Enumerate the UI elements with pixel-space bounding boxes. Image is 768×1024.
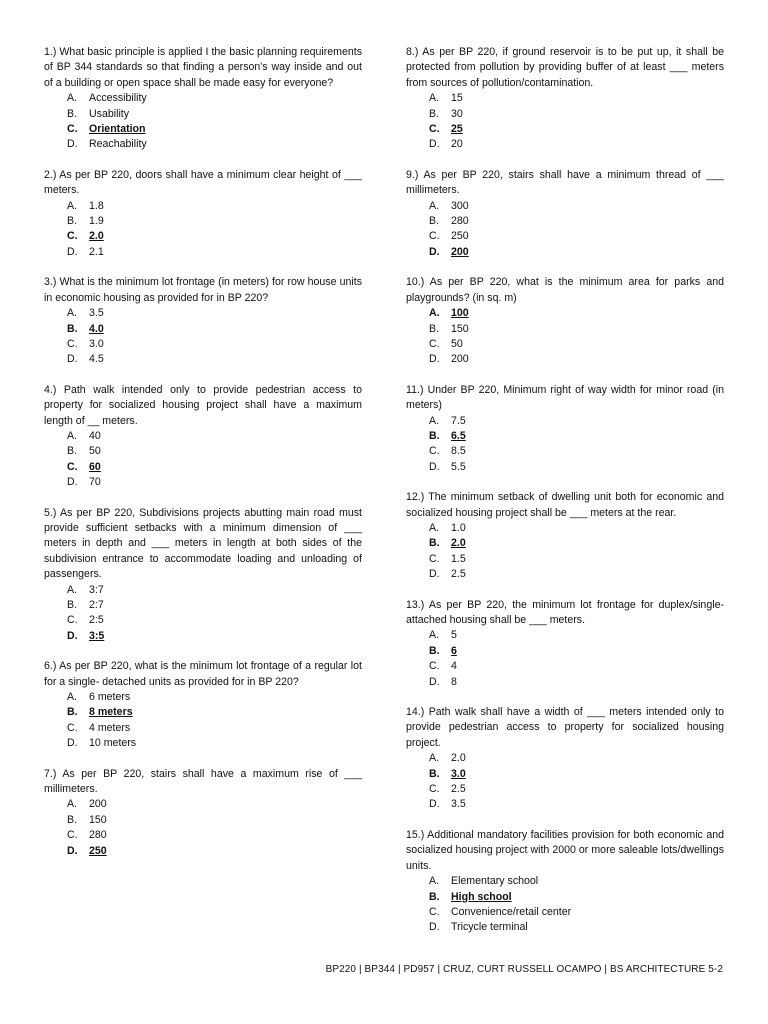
option-text: 150 [89, 813, 107, 826]
option-letter: B. [429, 215, 440, 228]
answer-option [429, 199, 724, 214]
answer-option [67, 598, 362, 613]
option-text: 250 [89, 844, 107, 857]
question-8 [406, 45, 724, 153]
answer-option [67, 337, 362, 352]
answer-options [406, 874, 724, 936]
question-6 [44, 659, 362, 751]
answer-options [406, 628, 724, 690]
answer-option [67, 137, 362, 152]
option-text: 200 [451, 245, 469, 258]
answer-options [44, 306, 362, 368]
option-text: 70 [89, 476, 101, 489]
answer-option [429, 460, 724, 475]
option-text: 8 [451, 675, 457, 688]
option-text: 7.5 [451, 414, 466, 427]
option-text: Accessibility [89, 92, 147, 105]
answer-option [429, 414, 724, 429]
correct-answer-option [429, 890, 724, 905]
option-letter: B. [67, 322, 78, 335]
option-text: 3.5 [89, 307, 104, 320]
answer-option [429, 874, 724, 889]
question-stem: 12.) The minimum setback of dwelling unit both for economic and socialized housing project shall be ___ meters at the rear. [406, 491, 724, 519]
answer-options [44, 583, 362, 645]
answer-option [429, 337, 724, 352]
correct-answer-option [67, 705, 362, 720]
option-text: 60 [89, 460, 101, 473]
option-letter: B. [429, 537, 440, 550]
answer-option [429, 659, 724, 674]
answer-option [429, 797, 724, 812]
option-text: 3:7 [89, 583, 104, 596]
option-text: 2:7 [89, 599, 104, 611]
correct-answer-option [429, 644, 724, 659]
answer-option [429, 567, 724, 582]
option-letter: C. [67, 123, 78, 136]
answer-option [429, 552, 724, 567]
option-text: 40 [89, 429, 101, 442]
option-text: 4.0 [89, 322, 104, 335]
option-text: High school [451, 890, 512, 903]
option-text: 2.5 [451, 783, 466, 796]
option-letter: C. [429, 445, 440, 458]
option-text: 2.0 [451, 752, 466, 765]
answer-options [406, 521, 724, 583]
option-letter: A. [429, 307, 440, 320]
answer-option [67, 583, 362, 598]
answer-option [67, 797, 362, 812]
question-10 [406, 275, 724, 367]
answer-option [429, 229, 724, 244]
answer-option [67, 813, 362, 828]
correct-answer-option [67, 122, 362, 137]
answer-option [67, 828, 362, 843]
option-letter: C. [67, 721, 78, 734]
option-text: 3:5 [89, 629, 105, 642]
answer-options [44, 690, 362, 752]
option-letter: D. [429, 675, 440, 688]
answer-option [67, 107, 362, 122]
option-text: 5 [451, 629, 457, 642]
answer-option [429, 751, 724, 766]
option-letter: C. [67, 829, 78, 842]
answer-option [67, 91, 362, 106]
answer-options [406, 91, 724, 153]
option-letter: A. [429, 92, 440, 105]
option-text: 150 [451, 322, 469, 335]
option-text: 6 meters [89, 691, 131, 704]
question-5 [44, 506, 362, 645]
correct-answer-option [67, 844, 362, 859]
option-text: 3.0 [89, 337, 104, 350]
option-text: 30 [451, 107, 463, 120]
option-text: 300 [451, 199, 469, 212]
question-2 [44, 168, 362, 260]
answer-option [429, 444, 724, 459]
option-text: 280 [89, 829, 107, 842]
answer-options [44, 797, 362, 859]
answer-option [429, 214, 724, 229]
question-stem: 13.) As per BP 220, the minimum lot frontage for duplex/single-attached housing shall be ___ meters. [406, 598, 724, 626]
answer-option [429, 920, 724, 935]
option-text: 250 [451, 230, 469, 243]
question-stem: 5.) As per BP 220, Subdivisions projects abutting main road must provide sufficient setbacks with a minimum dimension of ___ meters in depth and ___ meters in length at both sides of the subdivision entrance to accommodate loading and unloading of passengers. [44, 506, 362, 581]
option-letter: A. [429, 752, 440, 765]
answer-option [67, 721, 362, 736]
option-letter: D. [429, 353, 440, 366]
question-stem: 9.) As per BP 220, stairs shall have a minimum thread of ___ millimeters. [406, 168, 724, 197]
answer-option [429, 782, 724, 797]
option-letter: C. [429, 123, 440, 136]
answer-option [429, 322, 724, 337]
option-text: 8.5 [451, 445, 466, 458]
option-letter: B. [429, 890, 440, 903]
left-column [44, 45, 362, 874]
answer-option [67, 475, 362, 490]
option-letter: D. [67, 737, 78, 750]
option-letter: B. [67, 599, 78, 611]
option-letter: A. [429, 629, 440, 642]
option-letter: C. [429, 230, 440, 243]
question-stem: 6.) As per BP 220, what is the minimum lot frontage of a regular lot for a single- detached units as provided for in BP 220? [44, 660, 362, 688]
option-text: Elementary school [451, 875, 539, 888]
answer-option [67, 352, 362, 367]
option-text: 4 [451, 660, 457, 673]
option-text: 4 meters [89, 721, 131, 734]
option-text: Reachability [89, 138, 147, 151]
option-letter: B. [67, 107, 78, 120]
option-letter: A. [429, 521, 440, 534]
option-letter: D. [429, 245, 440, 258]
question-stem: 14.) Path walk shall have a width of ___ meters intended only to provide pedestrian access to property for socialized housing project. [406, 706, 724, 749]
option-text: 1.9 [89, 215, 104, 228]
option-letter: D. [429, 460, 440, 473]
option-letter: C. [67, 337, 78, 350]
option-text: Tricycle terminal [451, 921, 528, 934]
option-text: 2.5 [451, 568, 466, 581]
question-stem: 11.) Under BP 220, Minimum right of way width for minor road (in meters) [406, 383, 724, 412]
correct-answer-option [67, 322, 362, 337]
answer-option [429, 905, 724, 920]
option-text: 1.0 [451, 521, 466, 534]
option-text: 20 [451, 138, 463, 151]
option-letter: C. [429, 905, 440, 918]
answer-option [67, 613, 362, 628]
right-column [406, 45, 724, 951]
option-letter: D. [429, 568, 440, 581]
answer-option [67, 245, 362, 260]
option-letter: D. [67, 629, 78, 642]
option-letter: D. [429, 921, 440, 934]
option-letter: C. [429, 783, 440, 796]
correct-answer-option [429, 122, 724, 137]
option-letter: B. [67, 445, 78, 458]
option-letter: C. [67, 230, 78, 243]
correct-answer-option [429, 536, 724, 551]
option-text: 2.0 [451, 537, 466, 550]
answer-option [429, 137, 724, 152]
option-letter: B. [429, 644, 440, 657]
correct-answer-option [67, 629, 362, 644]
option-text: 5.5 [451, 460, 466, 473]
question-stem: 1.) What basic principle is applied I the basic planning requirements of BP 344 standards so that finding a person's way inside and out of a building or open space shall be made easy for everyone? [44, 46, 362, 89]
option-letter: D. [429, 138, 440, 151]
option-text: 50 [451, 337, 463, 350]
option-text: 6 [451, 644, 457, 657]
option-letter: D. [67, 138, 78, 151]
option-letter: D. [429, 798, 440, 811]
option-text: Orientation [89, 123, 146, 136]
option-letter: B. [429, 107, 440, 120]
question-stem: 7.) As per BP 220, stairs shall have a maximum rise of ___ millimeters. [44, 767, 362, 796]
option-text: Convenience/retail center [451, 905, 572, 918]
question-stem: 4.) Path walk intended only to provide pedestrian access to property for socialized housing project shall have a maximum length of __ meters. [44, 383, 362, 427]
option-letter: D. [67, 476, 78, 489]
option-letter: A. [67, 199, 78, 212]
option-letter: A. [429, 199, 440, 212]
answer-options [44, 429, 362, 491]
option-letter: C. [429, 660, 440, 673]
option-letter: B. [67, 813, 78, 826]
option-letter: A. [67, 798, 78, 811]
option-text: 200 [89, 798, 107, 811]
option-text: 8 meters [89, 706, 133, 719]
option-text: 50 [89, 445, 101, 458]
question-7 [44, 767, 362, 859]
page-footer: BP220 | BP344 | PD957 | CRUZ, CURT RUSSELL OCAMPO | BS ARCHITECTURE 5-2 [325, 964, 723, 975]
option-letter: B. [429, 322, 440, 335]
option-text: 2.0 [89, 230, 104, 243]
correct-answer-option [429, 429, 724, 444]
question-15 [406, 828, 724, 936]
answer-option [429, 521, 724, 536]
option-letter: B. [429, 767, 440, 780]
option-letter: C. [429, 552, 440, 565]
question-4 [44, 383, 362, 491]
option-letter: A. [429, 875, 440, 888]
option-letter: A. [67, 691, 78, 704]
answer-options [406, 306, 724, 368]
option-letter: D. [67, 245, 78, 258]
option-letter: C. [67, 460, 78, 473]
answer-option [429, 91, 724, 106]
correct-answer-option [429, 767, 724, 782]
option-letter: A. [67, 307, 78, 320]
option-text: 25 [451, 123, 463, 136]
option-text: 2:5 [89, 614, 104, 627]
option-letter: B. [67, 706, 78, 719]
option-letter: B. [67, 215, 78, 228]
question-stem: 15.) Additional mandatory facilities provision for both economic and socialized housing project with 2000 or more saleable lots/dwellings units. [406, 828, 724, 872]
option-text: 6.5 [451, 429, 466, 442]
question-14 [406, 705, 724, 813]
question-stem: 10.) As per BP 220, what is the minimum area for parks and playgrounds? (in sq. m) [406, 276, 724, 304]
option-text: 3.0 [451, 767, 466, 780]
question-11 [406, 383, 724, 475]
answer-option [67, 736, 362, 751]
answer-option [67, 444, 362, 459]
option-text: 280 [451, 215, 469, 228]
option-letter: A. [429, 414, 440, 427]
question-1 [44, 45, 362, 153]
correct-answer-option [67, 229, 362, 244]
answer-options [406, 199, 724, 261]
option-letter: A. [67, 583, 78, 596]
answer-option [429, 352, 724, 367]
answer-options [406, 414, 724, 476]
answer-options [406, 751, 724, 813]
answer-option [67, 214, 362, 229]
option-letter: C. [429, 337, 440, 350]
option-letter: C. [67, 614, 78, 627]
question-12 [406, 490, 724, 582]
option-letter: D. [67, 353, 78, 366]
answer-options [44, 199, 362, 261]
question-3 [44, 275, 362, 367]
question-13 [406, 598, 724, 690]
answer-option [429, 628, 724, 643]
option-text: 15 [451, 92, 463, 105]
option-text: 200 [451, 353, 469, 366]
question-9 [406, 168, 724, 260]
correct-answer-option [429, 245, 724, 260]
answer-option [429, 675, 724, 690]
option-text: 1.8 [89, 199, 104, 212]
option-letter: B. [429, 429, 440, 442]
answer-option [67, 199, 362, 214]
answer-option [67, 429, 362, 444]
option-letter: A. [67, 429, 78, 442]
option-text: 2.1 [89, 245, 104, 258]
correct-answer-option [429, 306, 724, 321]
correct-answer-option [67, 460, 362, 475]
question-stem: 3.) What is the minimum lot frontage (in meters) for row house units in economic housing as provided for in BP 220? [44, 276, 362, 304]
option-text: 3.5 [451, 798, 466, 811]
answer-options [44, 91, 362, 153]
option-text: 4.5 [89, 353, 104, 366]
option-letter: D. [67, 844, 78, 857]
question-stem: 2.) As per BP 220, doors shall have a minimum clear height of ___ meters. [44, 168, 362, 197]
question-stem: 8.) As per BP 220, if ground reservoir is to be put up, it shall be protected from pollution by providing buffer of at least ___ meters from sources of pollution/contamination. [406, 46, 724, 89]
answer-option [429, 107, 724, 122]
option-text: Usability [89, 107, 130, 120]
answer-option [67, 306, 362, 321]
option-text: 100 [451, 307, 469, 320]
option-text: 10 meters [89, 737, 137, 750]
option-text: 1.5 [451, 552, 466, 565]
answer-option [67, 690, 362, 705]
option-letter: A. [67, 92, 78, 105]
